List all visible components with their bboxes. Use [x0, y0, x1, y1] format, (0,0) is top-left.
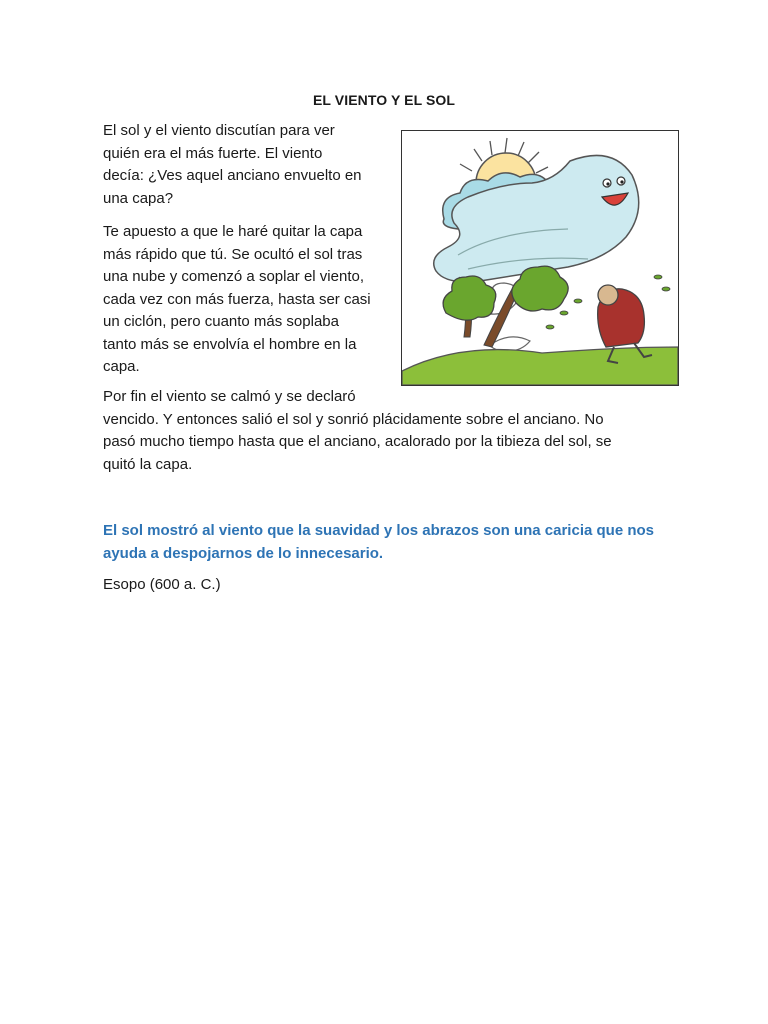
story-illustration: [401, 130, 679, 386]
moral-text: [103, 519, 683, 565]
paragraph-2-line: más rápido que tú. Se ocultó el sol tras: [103, 245, 363, 263]
paragraph-3: [103, 386, 683, 476]
paragraph-1-line: decía: ¿Ves aquel anciano envuelto en: [103, 167, 362, 184]
paragraph-1-line: una capa?: [103, 189, 174, 207]
grass-hill-icon: [402, 347, 678, 385]
paragraph-2-line: capa.: [103, 358, 140, 375]
paragraph-1-line: El sol y el viento discutían para ver: [103, 122, 335, 139]
paragraph-2-line: cada vez con más fuerza, hasta ser casi: [103, 290, 371, 308]
paragraph-3-line: Por fin el viento se calmó y se declaró: [103, 388, 356, 405]
paragraph-3-line: pasó mucho tiempo hasta que el anciano, acalorado por la tibieza del sol, se: [103, 433, 612, 450]
moral-line: ayuda a despojarnos de lo innecesario.: [103, 545, 384, 562]
paragraph-2-line: un ciclón, pero cuanto más soplaba: [103, 313, 339, 330]
paragraph-2: [103, 221, 393, 379]
tree-icon: [443, 266, 568, 347]
paragraph-2-line: tanto más se envolvía el hombre en la: [103, 335, 357, 353]
paragraph-1: [103, 120, 393, 210]
moral-line: El sol mostró al viento que la suavidad y los abrazos son una caricia que nos: [103, 522, 654, 539]
paragraph-3-line: vencido. Y entonces salió el sol y sonrió plácidamente sobre el anciano. No: [103, 410, 604, 428]
paragraph-1-line: quién era el más fuerte. El viento: [103, 144, 323, 162]
paragraph-2-line: una nube y comenzó a soplar el viento,: [103, 268, 364, 285]
paragraph-3-line: quitó la capa.: [103, 455, 193, 473]
document-title: EL VIENTO Y EL SOL: [312, 92, 456, 108]
paragraph-2-line: Te apuesto a que le haré quitar la capa: [103, 223, 363, 240]
author-credit: Esopo (600 a. C.): [103, 576, 221, 593]
